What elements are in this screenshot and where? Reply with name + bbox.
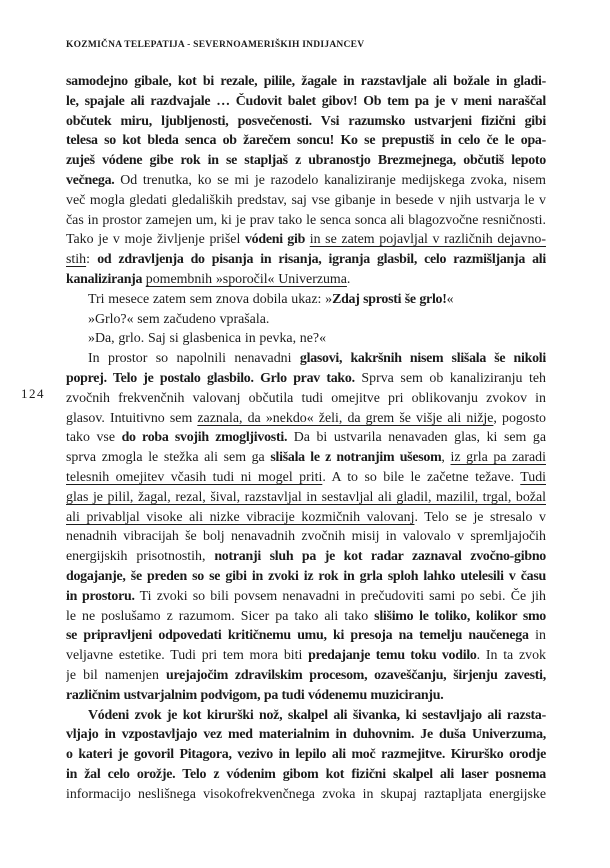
text-line	[66, 369, 546, 389]
text-line	[66, 290, 546, 310]
regular-text: . A to so bile le začetne težave.	[322, 469, 521, 485]
regular-text: Ti zvoki so bili povsem nenavadni in prečudoviti sami po sebi. Če jih	[134, 588, 546, 604]
regular-text: informacijo neslišnega visokofrekvenčnega zvoka in skupaj raztapljata energijske	[66, 786, 546, 802]
regular-text: veljavne estetike. Tudi pri tem mora biti	[66, 648, 309, 664]
text-line	[66, 488, 546, 508]
underlined-text: in se zatem pojavljal v različnih dejavno-	[309, 232, 546, 248]
underlined-text: pomembnih »sporočil« Univerzuma	[145, 271, 347, 287]
regular-text: in	[528, 628, 546, 644]
regular-text: le ne poslušamo z razumom. Sicer pa tako ali tako	[66, 608, 375, 624]
text-line	[66, 191, 546, 211]
regular-text: Da bi ustvarila nenavaden glas, ki sem ga	[287, 430, 546, 446]
bold-text: vljajo in vzpostavljajo vez med materialnim in duhovnim. Je duša Univerzuma,	[66, 727, 546, 743]
text-line	[66, 567, 546, 587]
text-line	[66, 706, 546, 726]
underlined-text: ali privabljal visoke ali nizke vibracije kozmičnih valovanj	[66, 509, 415, 525]
bold-text: in prostoru.	[66, 588, 135, 604]
regular-text: več mogla gledati gledaliških predstav, saj vse gibanje in besede v njih ustvarja le v	[66, 192, 546, 208]
text-line	[66, 587, 546, 607]
bold-text: poprej. Telo je postalo glasbilo. Grlo prav tako.	[66, 370, 355, 386]
bold-text: od zdravljenja do pisanja in risanja, igranja glasbil, celo razmišljanja ali	[97, 252, 546, 268]
page-number: 124	[21, 386, 45, 401]
text-line	[66, 171, 546, 191]
underlined-text: iz grla pa zaradi	[450, 450, 546, 466]
underlined-text: telesnih omejitev včasih tudi ni mogel priti	[66, 469, 323, 485]
text-line	[66, 547, 546, 567]
bold-text: Vódeni zvok je kot kirurški nož, skalpel ali šivanka, ki sestavljajo ali razsta-	[88, 707, 546, 723]
underlined-text: zaznala, da »nekdo« želi, da grem še višje ali nižje	[197, 410, 494, 426]
text-line	[66, 508, 546, 528]
regular-text: Sprva sem ob kanaliziranju teh	[354, 370, 546, 386]
text-line	[66, 389, 546, 409]
bold-text: urejajočim zdravilskim procesom, ozaveščanju, širjenju zavesti,	[166, 667, 546, 683]
text-line	[66, 329, 546, 349]
bold-text: o kateri je govoril Pitagora, vezivo in lepilo ali moč razmejitve. Kirurško orodje	[66, 747, 546, 763]
text-line	[66, 211, 546, 231]
text-line	[66, 527, 546, 547]
bold-text: dogajanje, še preden so se gibi in zvoki iz rok in grla sploh lahko utelesili v času	[66, 568, 546, 584]
bold-text: različnim ustvarjalnim podvigom, pa tudi vódenemu muziciranju.	[66, 687, 444, 703]
text-line	[66, 626, 546, 646]
text-line	[66, 409, 546, 429]
bold-text: glasovi, kakršnih nisem slišala še nikoli	[299, 351, 546, 367]
bold-text: in žal celo orožje. Telo z vódenim gibom kot fizični skalpel ali laser posnema	[66, 766, 546, 782]
bold-text: slišala le z notranjim ušesom	[270, 450, 442, 466]
regular-text: »Grlo?« sem začudeno vprašala.	[88, 311, 270, 327]
bold-text: do roba svojih zmogljivosti.	[121, 430, 288, 446]
text-line	[66, 607, 546, 627]
regular-text: zvočnih frekvenčnih valovanj občutila tudi omejitve pri oblikovanju zvokov in	[66, 390, 546, 406]
text-line	[66, 646, 546, 666]
text-line	[66, 72, 546, 92]
bold-text: telesa so kot bleda senca ob žarečem soncu! Ko se prepustiš in celo če le opa-	[66, 133, 546, 149]
running-header: KOZMIČNA TELEPATIJA - SEVERNOAMERIŠKIH INDIJANCEV	[66, 40, 365, 50]
regular-text: ,	[441, 450, 451, 466]
bold-text: samodejno gibale, kot bi rezale, pilile, žagale in razstavljale ali božale in gladi-	[66, 74, 546, 89]
regular-text: energijskih prisotnostih,	[66, 549, 215, 565]
text-line	[66, 785, 546, 805]
text-line	[66, 745, 546, 765]
regular-text: glasov. Intuitivno sem	[66, 410, 198, 426]
regular-text: .	[346, 271, 351, 287]
regular-text: »Da, grlo. Saj si glasbenica in pevka, ne?«	[88, 331, 327, 347]
regular-text: . Telo se je stresalo v	[414, 509, 546, 525]
regular-text: tako vse	[66, 430, 122, 446]
regular-text: Od trenutka, ko se mi je razodelo kanaliziranje medijskega zvoka, nisem	[114, 172, 546, 188]
regular-text: Tri mesece zatem sem znova dobila ukaz: »	[88, 291, 333, 307]
bold-text: kanaliziranja	[66, 271, 146, 287]
regular-text: nenadnih vibracijah še bolj nenavadnih zvočnih misij in valovalo v spremljajočih	[66, 529, 546, 545]
bold-text: vódeni gib	[244, 232, 306, 248]
text-line	[66, 666, 546, 686]
text-line	[66, 765, 546, 785]
bold-text: slišimo le toliko, kolikor smo	[374, 608, 546, 624]
bold-text: Zdaj sprosti še grlo!	[332, 291, 447, 307]
underlined-text: Tudi	[520, 469, 546, 485]
bold-text: se pripravljeni odpovedati kritičnemu umu, ki presoja na temelju naučenega	[66, 628, 529, 644]
bold-text: občutek miru, ljubljenosti, posvečenosti. Vsi razumsko ustvarjeni fizični gibi	[66, 113, 546, 129]
bold-text: zuješ vódene gibe rok in se stapljaš z ubranostjo Brezmejnega, občutiš lepoto	[66, 153, 546, 169]
bold-text: predajanje temu toku vodilo	[308, 648, 477, 664]
underlined-text: stih	[66, 252, 87, 268]
text-line	[66, 349, 546, 369]
text-line	[66, 468, 546, 488]
regular-text: sprva zmogla le stežka ali sem ga	[66, 450, 271, 466]
underlined-text: glas je pilil, žagal, rezal, šival, razstavljal in sestavljal ali gladil, mazilil, trgal, božal	[66, 489, 546, 505]
body-text	[66, 72, 546, 804]
text-line	[66, 250, 546, 270]
regular-text: «	[446, 291, 454, 307]
text-line	[66, 112, 546, 132]
text-line	[66, 310, 546, 330]
text-line	[66, 131, 546, 151]
text-line	[66, 448, 546, 468]
regular-text: , pogosto	[493, 410, 546, 426]
regular-text: In prostor so napolnili nenavadni	[88, 351, 300, 367]
text-line	[66, 270, 546, 290]
regular-text: . In ta zvok	[476, 648, 546, 664]
bold-text: večnega.	[66, 172, 115, 188]
text-line	[66, 428, 546, 448]
regular-text: čas in prostor zamejen um, ki je prav tako le senca sonca ali blagozvočne resničnosti.	[66, 212, 546, 228]
text-line	[66, 686, 546, 706]
bold-text: le, spajale ali razdvajale … Čudovit balet gibov! Ob tem pa je v meni naraščal	[66, 93, 546, 109]
regular-text: je bil namenjen	[66, 667, 167, 683]
text-line	[66, 92, 546, 112]
text-line	[66, 151, 546, 171]
text-line	[66, 230, 546, 250]
regular-text: :	[86, 252, 98, 268]
text-line	[66, 725, 546, 745]
regular-text: Tako je v moje življenje prišel	[66, 232, 245, 248]
bold-text: notranji sluh pa je kot radar zaznaval zvočno-gibno	[214, 549, 546, 565]
